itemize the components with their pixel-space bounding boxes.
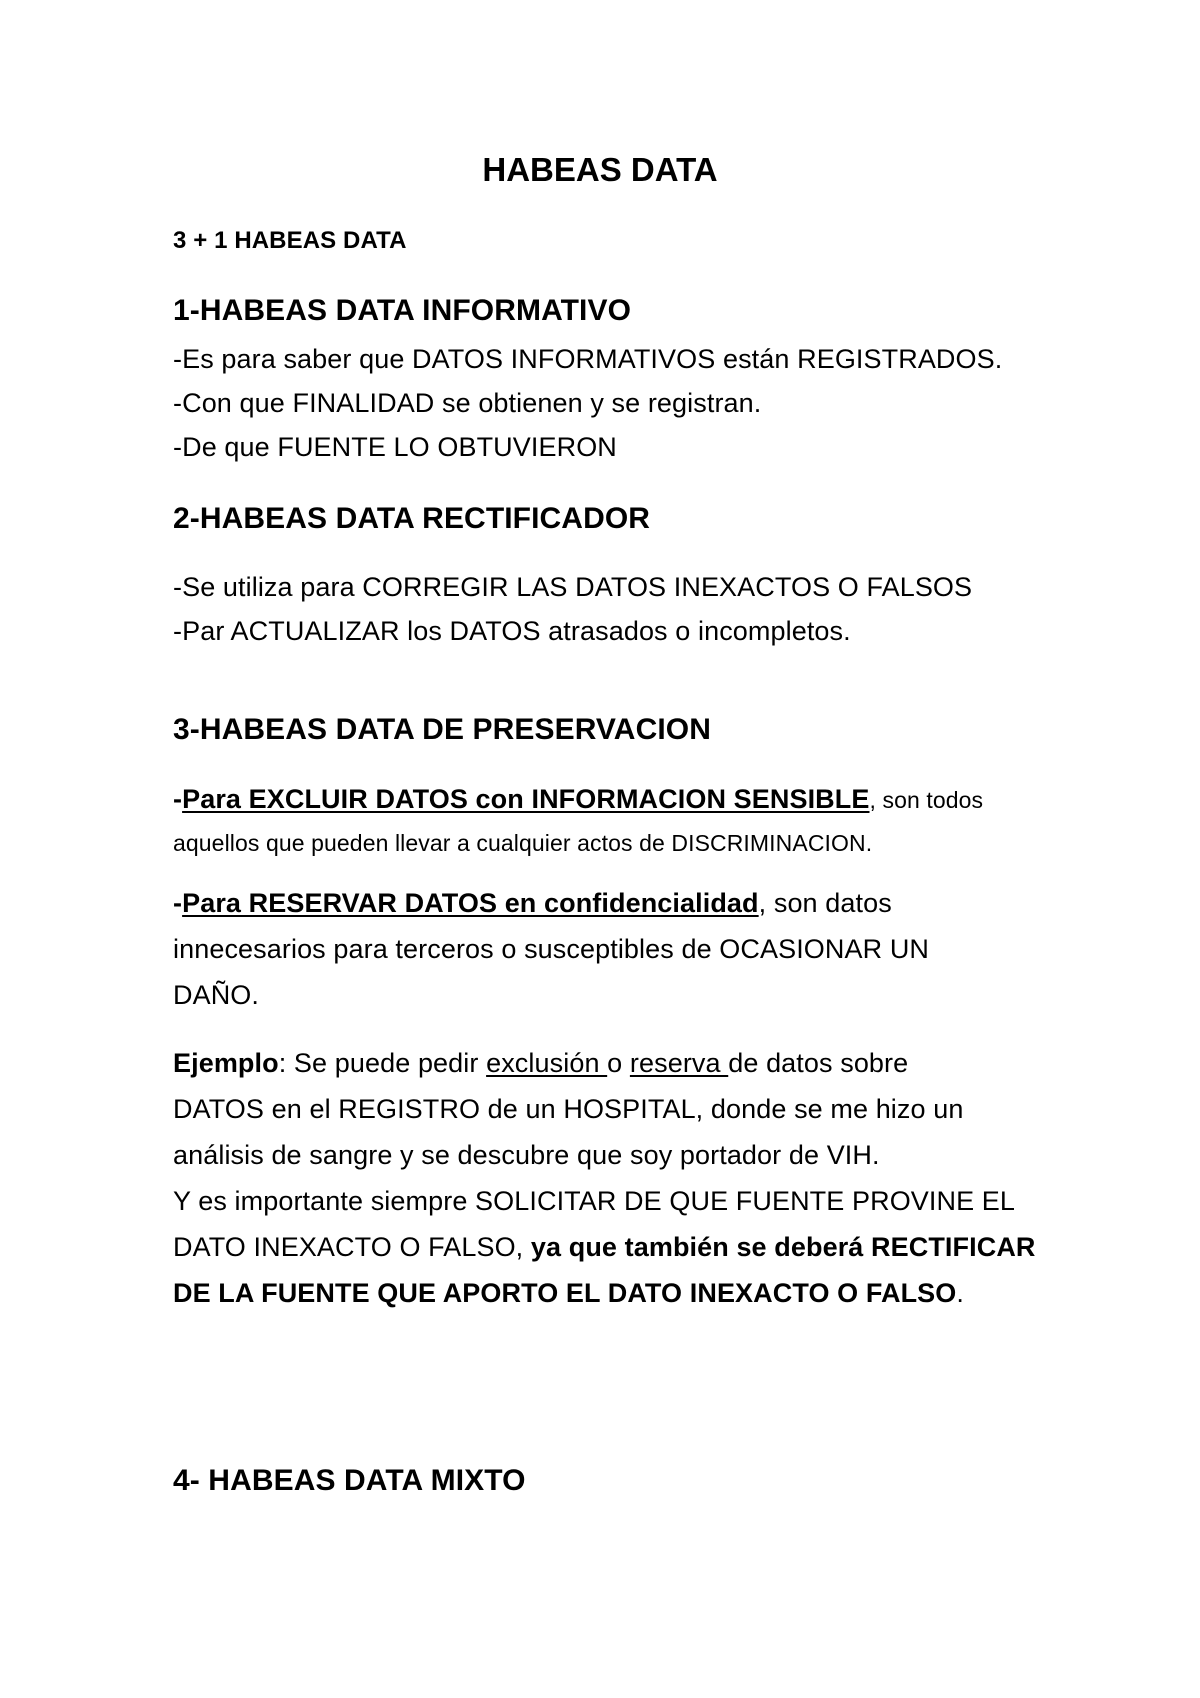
section2-line-1: -Se utiliza para CORREGIR LAS DATOS INEXACTOS O FALSOS: [173, 572, 973, 602]
example-line-2: DATOS en el REGISTRO de un HOSPITAL, donde se me hizo un: [173, 1094, 964, 1124]
example-line-5-bold: ya que también se deberá RECTIFICAR: [530, 1232, 1036, 1262]
example-label: Ejemplo: [173, 1048, 279, 1078]
example-line-5-plain: DATO INEXACTO O FALSO,: [173, 1232, 531, 1262]
section3-reserve-line-1: [173, 886, 892, 920]
section2-heading: 2-HABEAS DATA RECTIFICADOR: [173, 502, 651, 535]
reserve-rest: , son datos: [758, 888, 892, 918]
example-text-c: de datos sobre: [728, 1048, 909, 1078]
example-reserva: reserva: [629, 1048, 729, 1078]
reserve-dash: -: [173, 888, 183, 918]
section4-heading: 4- HABEAS DATA MIXTO: [173, 1464, 526, 1497]
section3-exclude-line-2: aquellos que pueden llevar a cualquier actos de DISCRIMINACION.: [173, 830, 873, 856]
example-line-6-bold: DE LA FUENTE QUE APORTO EL DATO INEXACTO O FALSO: [173, 1278, 957, 1308]
section3-heading: 3-HABEAS DATA DE PRESERVACION: [173, 713, 711, 746]
example-line-6: [173, 1276, 964, 1310]
example-line-4: Y es importante siempre SOLICITAR DE QUE FUENTE PROVINE EL: [173, 1186, 1016, 1216]
section3-exclude-line-1: [173, 782, 983, 817]
example-text-a: : Se puede pedir: [278, 1048, 487, 1078]
section1-heading: 1-HABEAS DATA INFORMATIVO: [173, 294, 632, 327]
exclude-bold-text: Para EXCLUIR DATOS con INFORMACION SENSIBLE: [182, 784, 870, 814]
reserve-bold-text: Para RESERVAR DATOS en confidencialidad: [182, 888, 759, 918]
document-subtitle: 3 + 1 HABEAS DATA: [173, 227, 407, 254]
section1-line-2: -Con que FINALIDAD se obtienen y se registran.: [173, 388, 762, 418]
exclude-dash: -: [173, 784, 183, 814]
example-line-6-period: .: [956, 1278, 964, 1308]
example-exclusion: exclusión: [486, 1048, 608, 1078]
example-line-1: [173, 1046, 908, 1080]
section3-reserve-line-2: innecesarios para terceros o susceptibles de OCASIONAR UN: [173, 934, 930, 964]
section1-line-1: -Es para saber que DATOS INFORMATIVOS están REGISTRADOS.: [173, 344, 1003, 374]
section2-line-2: -Par ACTUALIZAR los DATOS atrasados o incompletos.: [173, 616, 851, 646]
example-line-5: [173, 1230, 1036, 1264]
section3-reserve-line-3: DAÑO.: [173, 980, 260, 1010]
example-text-b: o: [607, 1048, 630, 1078]
exclude-rest: , son todos: [869, 787, 984, 813]
section1-line-3: -De que FUENTE LO OBTUVIERON: [173, 432, 617, 462]
example-line-3: análisis de sangre y se descubre que soy portador de VIH.: [173, 1140, 880, 1170]
document-title: HABEAS DATA: [482, 151, 718, 188]
